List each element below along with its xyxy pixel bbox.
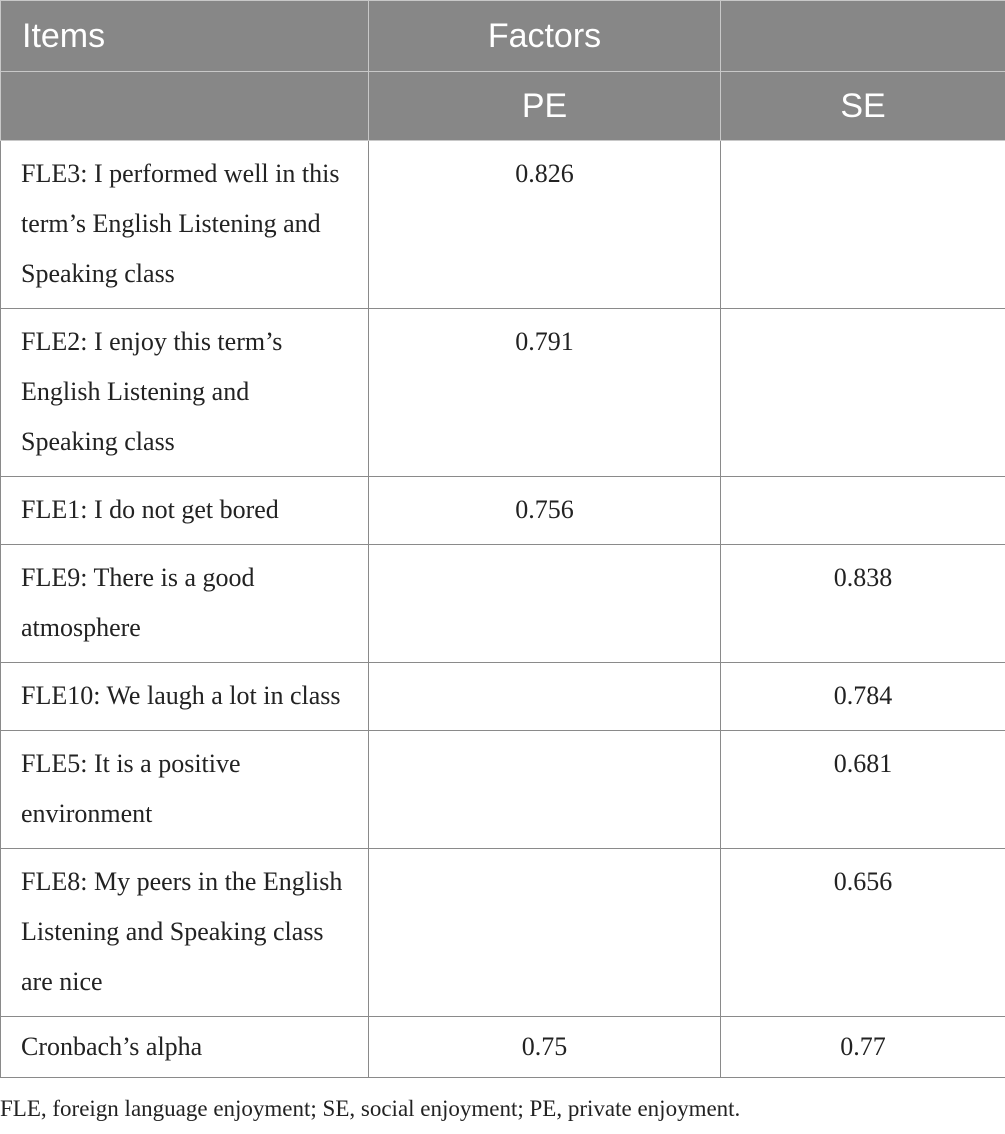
alpha-row [1, 1017, 1005, 1078]
table-row [1, 849, 1005, 1017]
pe-cell [369, 663, 721, 731]
pe-cell: 0.756 [369, 477, 721, 545]
table-row [1, 477, 1005, 545]
se-cell: 0.838 [721, 545, 1005, 663]
header-row-2 [1, 72, 1005, 141]
table-footnote: FLE, foreign language enjoyment; SE, social enjoyment; PE, private enjoyment. [0, 1096, 741, 1121]
alpha-label: Cronbach’s alpha [1, 1017, 369, 1078]
header-row-1 [1, 1, 1005, 72]
table-row [1, 309, 1005, 477]
alpha-pe: 0.75 [369, 1017, 721, 1078]
header-se: SE [721, 72, 1005, 141]
se-cell [721, 141, 1005, 309]
header-blank [721, 1, 1005, 72]
table-body [1, 141, 1005, 1078]
item-cell: FLE2: I enjoy this term’s English Listening and Speaking class [1, 309, 369, 477]
table-row [1, 141, 1005, 309]
se-cell [721, 477, 1005, 545]
item-cell: FLE10: We laugh a lot in class [1, 663, 369, 731]
item-cell: FLE8: My peers in the English Listening and Speaking class are nice [1, 849, 369, 1017]
se-cell: 0.784 [721, 663, 1005, 731]
item-cell: FLE1: I do not get bored [1, 477, 369, 545]
item-cell: FLE9: There is a good atmosphere [1, 545, 369, 663]
header-pe: PE [369, 72, 721, 141]
se-cell: 0.681 [721, 731, 1005, 849]
pe-cell: 0.791 [369, 309, 721, 477]
item-cell: FLE3: I performed well in this term’s English Listening and Speaking class [1, 141, 369, 309]
pe-cell [369, 849, 721, 1017]
se-cell [721, 309, 1005, 477]
table-header [1, 1, 1005, 141]
header-factors: Factors [369, 1, 721, 72]
table-row [1, 545, 1005, 663]
pe-cell [369, 731, 721, 849]
se-cell: 0.656 [721, 849, 1005, 1017]
table-row [1, 731, 1005, 849]
pe-cell: 0.826 [369, 141, 721, 309]
item-cell: FLE5: It is a positive environment [1, 731, 369, 849]
header-items: Items [1, 1, 369, 72]
pe-cell [369, 545, 721, 663]
header-blank-items [1, 72, 369, 141]
alpha-se: 0.77 [721, 1017, 1005, 1078]
table-row [1, 663, 1005, 731]
